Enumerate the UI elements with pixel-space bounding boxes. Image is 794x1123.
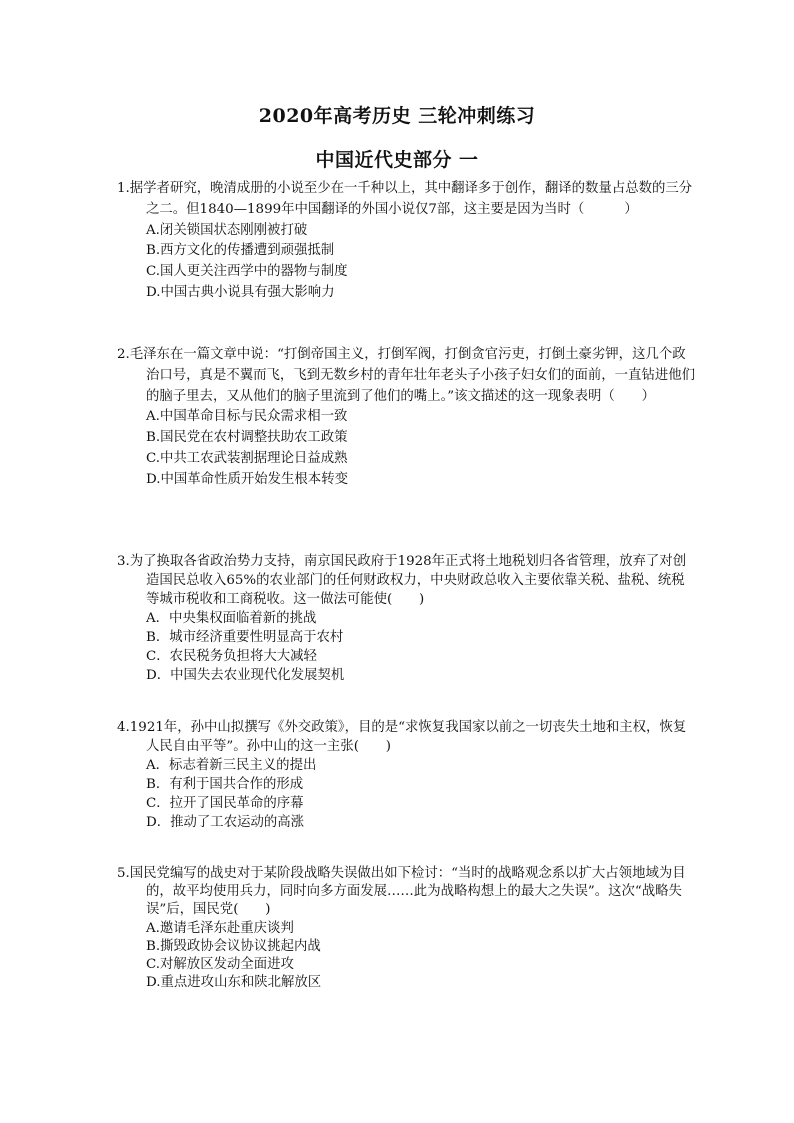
option-a: A．中央集权面临着新的挑战 [146,611,317,626]
option-list [117,221,697,304]
option-a: A.中国革命目标与民众需求相一致 [146,409,348,425]
option-d: D．推动了工农运动的高涨 [146,815,305,830]
option-d: D.重点进攻山东和陕北解放区 [146,975,322,991]
option-d: D．中国失去农业现代化发展契机 [146,668,345,683]
option-c: C．拉开了国民革命的序幕 [146,796,304,811]
option-list [117,920,697,993]
question-1 [117,179,697,304]
question-stem: 3.为了换取各省政治势力支持，南京国民政府于1928年正式将土地税划归各省管理，放弃了对创造国民总收入65%的农业部门的任何财政权力，中央财政总收入主要依靠关税、盐税、统税等城市税收和工商税收。这一做法可能使( ) [117,554,687,607]
option-d: D.中国革命性质开始发生根本转变 [146,471,348,487]
question-2 [117,345,697,491]
question-5 [117,865,697,992]
question-stem: 2.毛泽东在一篇文章中说：“打倒帝国主义，打倒军阀，打倒贪官污吏，打倒土豪劣钾，这几个政治口号，真是不翼而飞，飞到无数乡村的青年壮年老头子小孩子妇女们的面前，一直钻进他们的脑子里去，又从他们的脑子里流到了他们的嘴上。”该文描述的这一现象表明（ ） [117,347,696,404]
option-b: B.国民党在农村调整扶助农工政策 [146,430,348,446]
option-c: C.国人更关注西学中的器物与制度 [146,264,348,280]
option-a: A．标志着新三民主义的提出 [146,758,317,773]
question-stem: 1.据学者研究，晚清成册的小说至少在一千种以上，其中翻译多于创作，翻译的数量占总数的三分之二。但1840—1899年中国翻译的外国小说仅7部，这主要是因为当时（ ） [117,181,693,217]
option-a: A.闭关锁国状态刚刚被打破 [146,222,308,238]
page-title: 2020年高考历史 三轮冲刺练习 [258,105,536,127]
option-list [117,407,697,490]
question-stem: 4.1921年，孙中山拟撰写《外交政策》，目的是“求恢复我国家以前之一切丧失土地和主权，恢复人民自由平等”。孙中山的这一主张( ) [117,720,687,754]
option-b: B．有利于国共合作的形成 [146,777,304,792]
option-c: C．农民税务负担将大大减轻 [146,649,317,664]
question-3 [117,552,697,685]
question-stem: 5.国民党编写的战史对于某阶段战略失误做出如下检讨：“当时的战略观念系以扩大占领地域为目的，故平均使用兵力，同时向多方面发展……此为战略构想上的最大之失误”。这次“战略失误”后，国民党( ) [117,866,686,918]
option-c: C.对解放区发动全面进攻 [146,957,294,973]
option-b: B.撕毁政协会议协议挑起内战 [146,938,321,954]
option-b: B.西方文化的传播遭到顽强抵制 [146,243,335,259]
option-d: D.中国古典小说具有强大影响力 [146,284,335,300]
question-4 [117,718,697,832]
option-list [117,756,697,832]
page-subtitle: 中国近代史部分 一 [315,149,479,171]
option-b: B．城市经济重要性明显高于农村 [146,630,344,645]
option-a: A.邀请毛泽东赴重庆谈判 [146,920,294,936]
option-list [117,609,697,685]
option-c: C.中共工农武装割据理论日益成熟 [146,450,348,466]
